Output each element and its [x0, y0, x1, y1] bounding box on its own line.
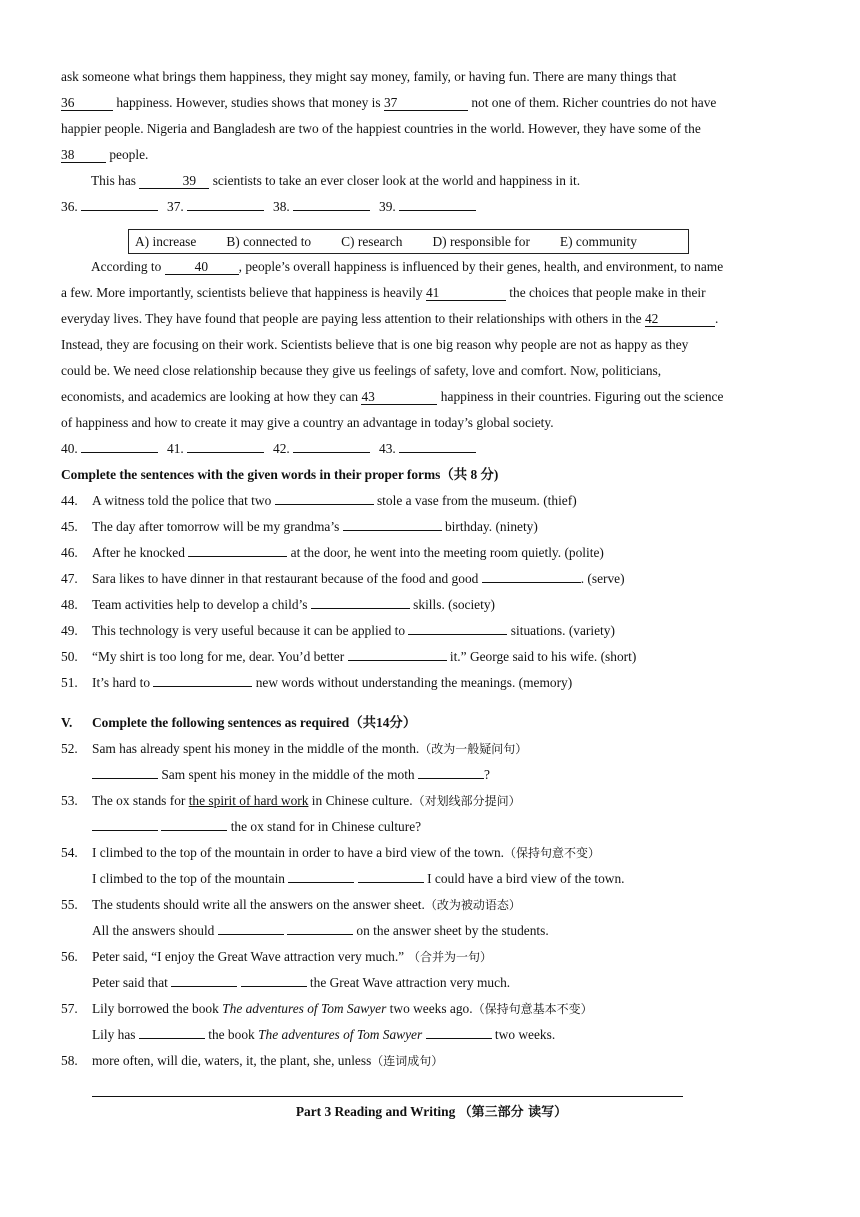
passage-1-line-1: ask someone what brings them happiness, they might say money, family, or having fun. There are many things that — [61, 69, 677, 84]
question-number: 50. — [61, 649, 78, 664]
question-53 — [61, 788, 802, 814]
passage-text: , people’s overall happiness is influenced by their genes, health, and environment, to name — [238, 259, 724, 274]
answer-text: I climbed to the top of the mountain — [92, 871, 289, 886]
option-d: D) responsible for — [432, 233, 530, 249]
answer-blank — [358, 882, 424, 883]
passage-text: happiness in their countries. Figuring out the science — [437, 389, 724, 404]
question-text: in Chinese culture. — [308, 793, 413, 808]
question-57 — [61, 996, 802, 1022]
part-3-heading — [61, 1099, 802, 1126]
question-49 — [61, 618, 802, 644]
question-text: The ox stands for — [92, 793, 189, 808]
question-number: 48. — [61, 597, 78, 612]
answer-38-blank — [293, 210, 370, 211]
question-54 — [61, 840, 802, 866]
answer-text: Sam spent his money in the middle of the moth — [158, 767, 418, 782]
answer-blank — [92, 830, 158, 831]
answer-blank — [139, 1038, 205, 1039]
answer-blank — [287, 934, 353, 935]
answer-text: two weeks. — [491, 1027, 556, 1042]
answer-blank — [408, 634, 507, 635]
passage-2-line-7: of happiness and how to create it may give a country an advantage in today’s global society. — [61, 415, 554, 430]
instruction-note: （保持句意不变） — [504, 846, 601, 860]
answer-blank — [418, 778, 484, 779]
question-55 — [61, 892, 802, 918]
question-text: Team activities help to develop a child’s — [92, 597, 311, 612]
option-b: B) connected to — [226, 233, 312, 249]
question-text: skills. (society) — [409, 597, 495, 612]
option-c: C) research — [341, 233, 403, 249]
question-55-answer — [61, 918, 802, 944]
answer-text: ? — [483, 767, 490, 782]
question-58 — [61, 1048, 802, 1074]
answer-42-blank — [293, 452, 370, 453]
question-48 — [61, 592, 802, 618]
question-text: Lily borrowed the book — [92, 1001, 223, 1016]
answer-text: on the answer sheet by the students. — [353, 923, 549, 938]
answer-blank — [288, 882, 354, 883]
passage-2-line-2 — [61, 280, 802, 306]
answer-row-36-39 — [61, 194, 802, 220]
answer-41: 41. — [167, 436, 273, 462]
question-text: I climbed to the top of the mountain in order to have a bird view of the town. — [92, 845, 505, 860]
question-text: After he knocked — [92, 545, 189, 560]
answer-blank — [311, 608, 410, 609]
question-57-answer — [61, 1022, 802, 1048]
passage-text: scientists to take an ever closer look at the world and happiness in it. — [209, 173, 581, 188]
question-51 — [61, 670, 802, 696]
question-text: new words without understanding the meanings. (memory) — [252, 675, 573, 690]
question-number: 49. — [61, 623, 78, 638]
question-text: birthday. (ninety) — [441, 519, 538, 534]
question-text: It’s hard to — [92, 675, 154, 690]
question-number: 53. — [61, 793, 78, 808]
question-text: situations. (variety) — [507, 623, 615, 638]
answer-blank — [218, 934, 284, 935]
instruction-note: （改为一般疑问句） — [419, 742, 528, 756]
question-number: 44. — [61, 493, 78, 508]
book-title: The adventures of Tom Sawyer — [258, 1027, 423, 1042]
question-text: more often, will die, waters, it, the plant, she, unless — [92, 1053, 372, 1068]
passage-text: not one of them. Richer countries do not have — [467, 95, 717, 110]
question-text: Sam has already spent his money in the middle of the month. — [92, 741, 420, 756]
answer-39-blank — [399, 210, 476, 211]
blank-37: 37 — [384, 95, 468, 111]
passage-1-line-4 — [61, 142, 802, 168]
passage-1-line-2 — [61, 90, 802, 116]
section-title: Complete the following sentences as required（共14分） — [92, 715, 417, 730]
blank-38: 38 — [61, 147, 106, 163]
question-46 — [61, 540, 802, 566]
blank-39: 39 — [139, 173, 209, 189]
passage-text: This has — [91, 173, 140, 188]
passage-2-line-1 — [61, 254, 802, 280]
answer-blank — [188, 556, 287, 557]
passage-text: . — [714, 311, 719, 326]
question-number: 54. — [61, 845, 78, 860]
answer-39: 39. — [379, 194, 485, 220]
question-47 — [61, 566, 802, 592]
exam-page — [61, 64, 802, 1126]
passage-1-line-5 — [61, 168, 802, 194]
book-title: The adventures of Tom Sawyer — [222, 1001, 387, 1016]
part-title-cn: （第三部分 读写） — [458, 1105, 568, 1120]
passage-text: economists, and academics are looking at how they can — [61, 389, 362, 404]
answer-blank — [275, 504, 374, 505]
blank-40: 40 — [165, 259, 239, 275]
answer-blank — [348, 660, 447, 661]
answer-text: All the answers should — [92, 923, 218, 938]
answer-text: the ox stand for in Chinese culture? — [227, 819, 422, 834]
passage-2-line-6 — [61, 384, 802, 410]
question-number: 45. — [61, 519, 78, 534]
blank-42: 42 — [645, 311, 715, 327]
question-number: 51. — [61, 675, 78, 690]
instruction-note: （连词成句） — [371, 1054, 444, 1068]
question-text: Peter said, “I enjoy the Great Wave attraction very much.” — [92, 949, 405, 964]
question-53-answer — [61, 814, 802, 840]
answer-43-blank — [399, 452, 476, 453]
word-options-box — [128, 229, 689, 254]
question-number: 57. — [61, 1001, 78, 1016]
question-text: The students should write all the answers on the answer sheet. — [92, 897, 425, 912]
word-forms-list — [61, 488, 802, 696]
instruction-note: （合并为一句） — [404, 950, 492, 964]
question-50 — [61, 644, 802, 670]
question-45 — [61, 514, 802, 540]
answer-blank — [343, 530, 442, 531]
underlined-phrase: the spirit of hard work — [188, 793, 309, 808]
answer-text: the Great Wave attraction very much. — [306, 975, 511, 990]
passage-2-line-3 — [61, 306, 802, 332]
passage-2-line-4: Instead, they are focusing on their work. Scientists believe that is one big reason why people are not as happy as they — [61, 337, 689, 352]
answer-text: Peter said that — [92, 975, 172, 990]
question-text: . (serve) — [580, 571, 625, 586]
question-54-answer — [61, 866, 802, 892]
question-number: 52. — [61, 741, 78, 756]
part-title: Part 3 Reading and Writing — [295, 1104, 459, 1119]
question-number: 47. — [61, 571, 78, 586]
question-44 — [61, 488, 802, 514]
question-number: 55. — [61, 897, 78, 912]
question-52-answer — [61, 762, 802, 788]
question-number: 56. — [61, 949, 78, 964]
answer-blank — [92, 778, 158, 779]
section-word-forms-heading: Complete the sentences with the given words in their proper forms（共 8 分) — [61, 467, 499, 482]
section-v-heading — [61, 710, 802, 736]
answer-blank — [153, 686, 252, 687]
answer-row-40-43 — [61, 436, 802, 462]
instruction-note: （对划线部分提问） — [412, 794, 521, 808]
blank-41: 41 — [426, 285, 506, 301]
blank-43: 43 — [361, 389, 437, 405]
answer-43: 43. — [379, 436, 485, 462]
passage-1-line-3: happier people. Nigeria and Bangladesh are two of the happiest countries in the world. However, they have some of the — [61, 121, 701, 136]
question-text: at the door, he went into the meeting room quietly. (polite) — [287, 545, 604, 560]
question-text: Sara likes to have dinner in that restaurant because of the food and good — [92, 571, 482, 586]
question-text: “My shirt is too long for me, dear. You’d better — [92, 649, 348, 664]
answer-42: 42. — [273, 436, 379, 462]
question-52 — [61, 736, 802, 762]
answer-blank — [161, 830, 227, 831]
answer-text: I could have a bird view of the town. — [423, 871, 625, 886]
passage-text: the choices that people make in their — [505, 285, 706, 300]
instruction-note: （保持句意基本不变） — [472, 1002, 593, 1016]
question-56-answer — [61, 970, 802, 996]
passage-text: happiness. However, studies shows that money is — [113, 95, 384, 110]
answer-blank — [171, 986, 237, 987]
answer-41-blank — [187, 452, 264, 453]
answer-36-blank — [81, 210, 158, 211]
question-number: 46. — [61, 545, 78, 560]
passage-text: According to — [91, 259, 165, 274]
option-a: A) increase — [135, 233, 197, 249]
passage-2-line-5: could be. We need close relationship because they give us feelings of safety, love and comfort. Now, politicians, — [61, 363, 662, 378]
question-text: This technology is very useful because it can be applied to — [92, 623, 409, 638]
answer-38: 38. — [273, 194, 379, 220]
passage-text: people. — [106, 147, 149, 162]
answer-blank — [482, 582, 581, 583]
blank-36: 36 — [61, 95, 113, 111]
answer-37-blank — [187, 210, 264, 211]
instruction-note: （改为被动语态） — [424, 898, 521, 912]
answer-text: the book — [204, 1027, 259, 1042]
question-number: 58. — [61, 1053, 78, 1068]
answer-40-blank — [81, 452, 158, 453]
question-text: it.” George said to his wife. (short) — [446, 649, 637, 664]
option-e: E) community — [559, 233, 637, 249]
answer-36: 36. — [61, 194, 167, 220]
answer-blank — [241, 986, 307, 987]
passage-text: everyday lives. They have found that people are paying less attention to their relationships with others in the — [61, 311, 645, 326]
question-56 — [61, 944, 802, 970]
question-text: stole a vase from the museum. (thief) — [373, 493, 577, 508]
question-text: The day after tomorrow will be my grandma’s — [92, 519, 343, 534]
passage-text: a few. More importantly, scientists believe that happiness is heavily — [61, 285, 426, 300]
answer-text: Lily has — [92, 1027, 139, 1042]
question-text: A witness told the police that two — [92, 493, 275, 508]
section-number: V. — [61, 715, 73, 730]
question-58-answer-line — [92, 1074, 683, 1097]
answer-blank — [426, 1038, 492, 1039]
answer-37: 37. — [167, 194, 273, 220]
question-text: two weeks ago. — [386, 1001, 473, 1016]
answer-40: 40. — [61, 436, 167, 462]
